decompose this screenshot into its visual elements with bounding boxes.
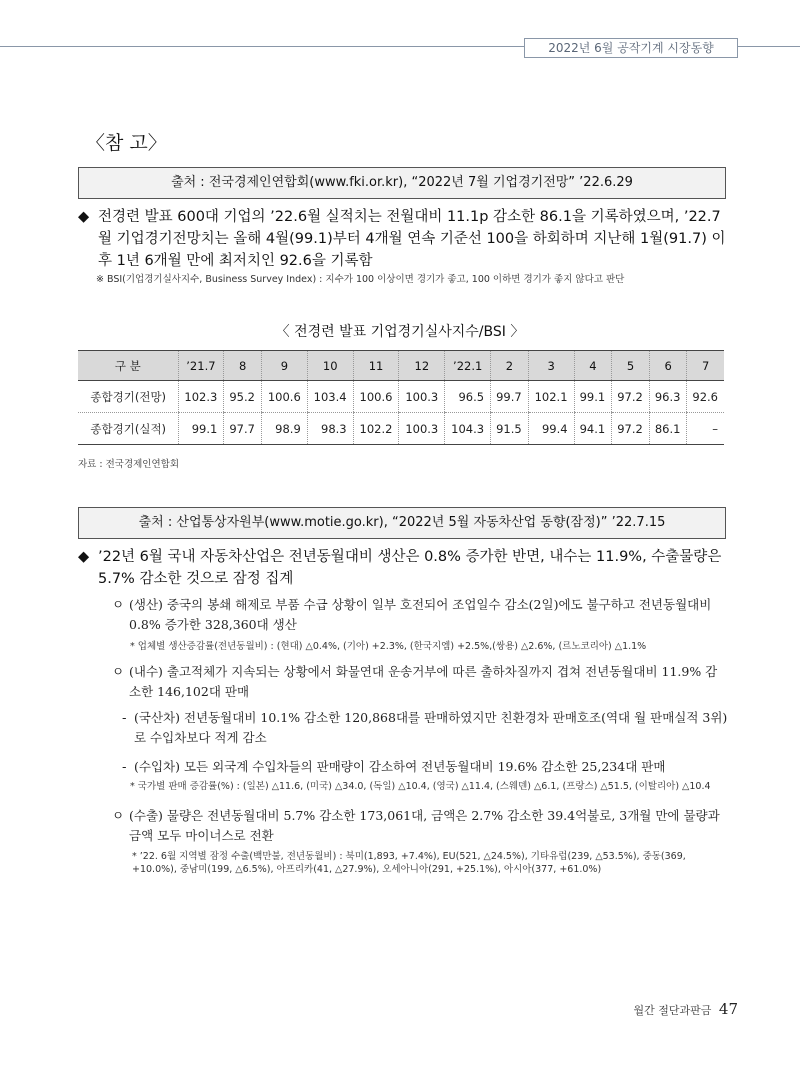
header-2022-03: 3 xyxy=(528,351,574,381)
export-region-note: * ’22. 6월 지역별 잠정 수출(백만불, 전년동월비) : 북미(1,893, +7.4%), EU(521, △24.5%), 기타유럽(239, △53.5%), 중동(369, +10.0%), 중남미(199, △6.5%), 아프리카(41, △27.9%), 오세아니아(291, +25.1%), 아시아(377, +61.0%) xyxy=(132,851,686,875)
bsi-header-row xyxy=(78,351,724,381)
header-2022-01: ’22.1 xyxy=(445,351,491,381)
table-cell: 104.3 xyxy=(445,413,491,445)
domestic-car-text: (국산차) 전년동월대비 10.1% 감소한 120,868대를 판매하였지만 친환경차 판매호조(역대 월 판매실적 3위)로 수입차보다 적게 감소 xyxy=(134,710,728,745)
header-2022-06: 6 xyxy=(649,351,687,381)
dash-bullet: - xyxy=(122,759,127,774)
table-cell: 96.5 xyxy=(445,381,491,413)
table-row xyxy=(78,381,724,413)
source-box-fki: 출처 : 전국경제인연합회(www.fki.or.kr), “2022년 7월 기업경기전망” ’22.6.29 xyxy=(78,167,726,199)
table-cell: 98.9 xyxy=(261,413,307,445)
table-source-note: 자료 : 전국경제인연합회 xyxy=(78,459,180,470)
table-cell: 98.3 xyxy=(307,413,353,445)
bsi-table-title: 〈 전경련 발표 기업경기실사지수/BSI 〉 xyxy=(275,324,525,340)
table-cell: 103.4 xyxy=(307,381,353,413)
import-car-subitem xyxy=(122,757,728,777)
table-cell: 100.3 xyxy=(399,381,445,413)
table-cell: 102.3 xyxy=(178,381,224,413)
table-cell: 86.1 xyxy=(649,413,687,445)
header-2021-08: 8 xyxy=(224,351,262,381)
header-2022-02: 2 xyxy=(491,351,529,381)
table-cell: 95.2 xyxy=(224,381,262,413)
domestic-text: (내수) 출고적체가 지속되는 상황에서 화물연대 운송거부에 따른 출하차질까지 겹쳐 전년동월대비 11.9% 감소한 146,102대 판매 xyxy=(129,664,718,699)
row-label: 종합경기(실적) xyxy=(78,413,178,445)
header-2022-05: 5 xyxy=(612,351,650,381)
running-title: 2022년 6월 공작기계 시장동향 xyxy=(524,38,738,58)
table-cell: 99.4 xyxy=(528,413,574,445)
production-note: * 업체별 생산증감률(전년동월비) : (현대) △0.4%, (기아) +2.3%, (한국지엠) +2.5%,(쌍용) △2.6%, (르노코리아) △1.1% xyxy=(130,641,647,652)
table-cell: 100.6 xyxy=(261,381,307,413)
table-cell: 96.3 xyxy=(649,381,687,413)
auto-industry-bullet xyxy=(78,546,734,590)
export-text: (수출) 물량은 전년동월대비 5.7% 감소한 173,061대, 금액은 2.7% 감소한 39.4억불로, 3개월 만에 물량과 금액 모두 마이너스로 전환 xyxy=(129,808,720,843)
export-item xyxy=(112,806,728,846)
table-cell: 97.2 xyxy=(612,381,650,413)
header-2022-04: 4 xyxy=(574,351,612,381)
table-cell: 99.1 xyxy=(574,381,612,413)
table-cell: 102.1 xyxy=(528,381,574,413)
auto-industry-text: ’22년 6월 국내 자동차산업은 전년동월대비 생산은 0.8% 증가한 반면, 내수는 11.9%, 수출물량은 5.7% 감소한 것으로 잠정 집계 xyxy=(98,549,722,587)
table-cell: 92.6 xyxy=(687,381,724,413)
table-row xyxy=(78,413,724,445)
table-cell: 91.5 xyxy=(491,413,529,445)
domestic-item xyxy=(112,662,728,702)
table-cell: 100.6 xyxy=(353,381,399,413)
circle-bullet-icon: ㅇ xyxy=(112,597,125,612)
header-2021-12: 12 xyxy=(399,351,445,381)
row-label: 종합경기(전망) xyxy=(78,381,178,413)
table-cell: 94.1 xyxy=(574,413,612,445)
table-cell: 99.7 xyxy=(491,381,529,413)
header-2021-07: ’21.7 xyxy=(178,351,224,381)
production-text: (생산) 중국의 봉쇄 해제로 부품 수급 상황이 일부 호전되어 조업일수 감소(2일)에도 불구하고 전년동월대비 0.8% 증가한 328,360대 생산 xyxy=(129,597,712,632)
table-cell: – xyxy=(687,413,724,445)
table-cell: 97.2 xyxy=(612,413,650,445)
dash-bullet: - xyxy=(122,710,127,725)
page-number: 47 xyxy=(718,1000,738,1018)
header-2022-07: 7 xyxy=(687,351,724,381)
table-cell: 102.2 xyxy=(353,413,399,445)
magazine-name: 월간 절단과판금 xyxy=(633,1004,712,1017)
production-item xyxy=(112,595,728,635)
bsi-definition-note: ※ BSI(기업경기실사지수, Business Survey Index) : 지수가 100 이상이면 경기가 좋고, 100 이하면 경기가 좋지 않다고 판단 xyxy=(96,274,625,285)
page-footer xyxy=(634,1000,738,1018)
circle-bullet-icon: ㅇ xyxy=(112,808,125,823)
reference-title: 〈참 고〉 xyxy=(86,132,167,154)
diamond-bullet-icon: ◆ xyxy=(78,549,90,565)
table-cell: 100.3 xyxy=(399,413,445,445)
import-car-text: (수입차) 모든 외국계 수입차들의 판매량이 감소하여 전년동월대비 19.6% 감소한 25,234대 판매 xyxy=(134,759,666,774)
header-2021-10: 10 xyxy=(307,351,353,381)
header-2021-11: 11 xyxy=(353,351,399,381)
header-category: 구 분 xyxy=(78,351,178,381)
table-cell: 97.7 xyxy=(224,413,262,445)
bsi-table xyxy=(78,350,724,445)
bsi-summary-bullet xyxy=(78,206,734,272)
header-2021-09: 9 xyxy=(261,351,307,381)
diamond-bullet-icon: ◆ xyxy=(78,209,90,225)
source-box-motie: 출처 : 산업통상자원부(www.motie.go.kr), “2022년 5월 자동차산업 동향(잠정)” ’22.7.15 xyxy=(78,507,726,539)
circle-bullet-icon: ㅇ xyxy=(112,664,125,679)
import-country-note: * 국가별 판매 증감률(%) : (일본) △11.6, (미국) △34.0, (독일) △10.4, (영국) △11.4, (스웨덴) △6.1, (프랑스) △51.5, (이탈리아) △10.4 xyxy=(130,781,711,792)
bsi-summary-text: 전경련 발표 600대 기업의 ’22.6월 실적치는 전월대비 11.1p 감소한 86.1을 기록하였으며, ’22.7월 기업경기전망치는 올해 4월(99.1)부터 4개월 연속 기준선 100을 하회하며 지난해 1월(91.7) 이후 1년 6개월 만에 최저치인 92.6을 기록함 xyxy=(98,209,726,269)
table-cell: 99.1 xyxy=(178,413,224,445)
domestic-car-subitem xyxy=(122,708,728,748)
